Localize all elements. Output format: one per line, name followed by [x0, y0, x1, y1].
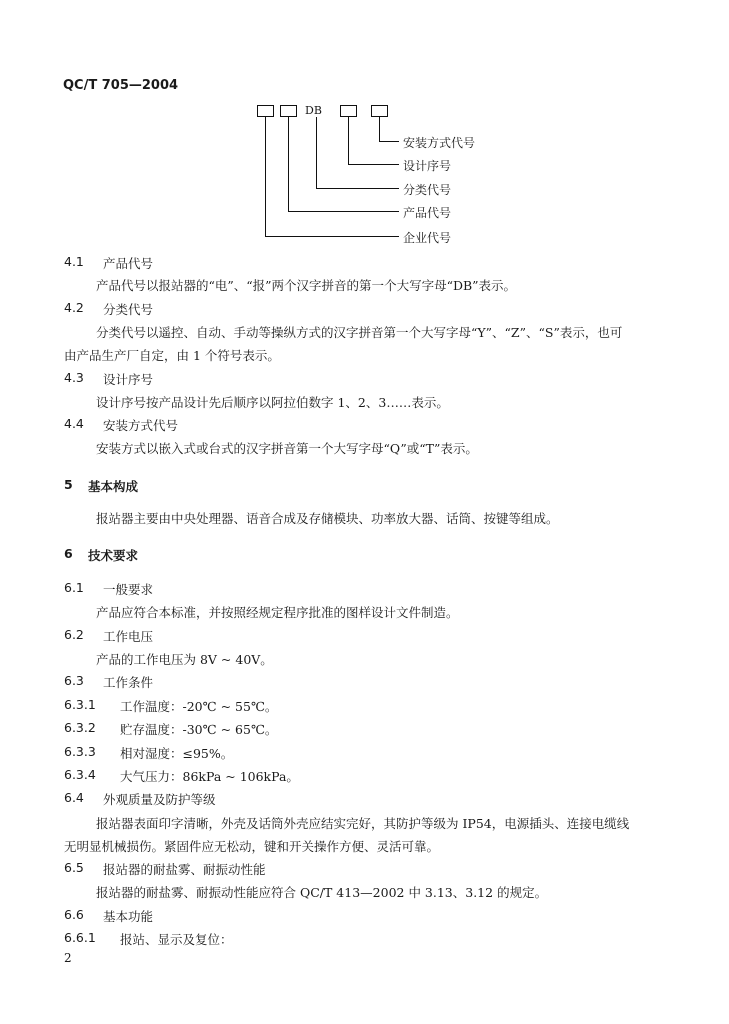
section-title: 大气压力：86kPa ~ 106kPa。: [120, 769, 299, 784]
section-title: 基本功能: [103, 909, 154, 924]
section-number: 6.3.4: [64, 767, 96, 782]
leader-line: [348, 164, 399, 165]
section-number: 6.5: [64, 860, 84, 875]
section-title: 分类代号: [103, 302, 154, 317]
section-number: 6.4: [64, 790, 84, 805]
code-box-install: [371, 105, 388, 117]
section-title: 技术要求: [88, 548, 139, 563]
section-number: 5: [64, 477, 73, 492]
diagram-label-category: 分类代号: [403, 183, 452, 197]
body-paragraph: 无明显机械损伤。紧固件应无松动，键和开关操作方便、灵活可靠。: [64, 839, 440, 854]
body-paragraph: 报站器的耐盐雾、耐振动性能应符合 QC/T 413—2002 中 3.13、3.12 的规定。: [96, 885, 548, 900]
body-paragraph: 产品的工作电压为 8V ~ 40V。: [96, 652, 273, 667]
section-title: 一般要求: [103, 582, 154, 597]
section-number: 6.3.1: [64, 697, 96, 712]
section-title: 工作电压: [103, 629, 154, 644]
section-title: 外观质量及防护等级: [103, 792, 216, 807]
section-number: 6.2: [64, 627, 84, 642]
section-number: 4.1: [64, 254, 84, 269]
section-title: 安装方式代号: [103, 418, 179, 433]
diagram-label-install: 安装方式代号: [403, 136, 476, 150]
diagram-label-design-seq: 设计序号: [403, 159, 452, 173]
section-title: 工作条件: [103, 675, 154, 690]
code-box-enterprise: [257, 105, 274, 117]
diagram-label-enterprise: 企业代号: [403, 231, 452, 245]
section-number: 6.6.1: [64, 930, 96, 945]
section-title: 产品代号: [103, 256, 154, 271]
body-paragraph: 产品代号以报站器的“电”、“报”两个汉字拼音的第一个大写字母“DB”表示。: [96, 278, 517, 293]
body-paragraph: 报站器表面印字清晰，外壳及话筒外壳应结实完好，其防护等级为 IP54，电源插头、连接电缆线: [96, 816, 630, 831]
section-number: 6.6: [64, 907, 84, 922]
section-title: 报站、显示及复位：: [120, 932, 233, 947]
body-paragraph: 安装方式以嵌入式或台式的汉字拼音第一个大写字母“Q”或“T”表示。: [96, 441, 478, 456]
code-box-design-seq: [340, 105, 357, 117]
diagram-label-product: 产品代号: [403, 206, 452, 220]
section-number: 6.3.3: [64, 744, 96, 759]
document-code-header: QC/T 705—2004: [63, 78, 179, 93]
section-number: 4.3: [64, 370, 84, 385]
section-number: 6: [64, 546, 73, 561]
section-number: 6.1: [64, 580, 84, 595]
section-title: 贮存温度：-30℃ ~ 65℃。: [120, 722, 278, 737]
body-paragraph: 分类代号以遥控、自动、手动等操纵方式的汉字拼音第一个大写字母“Y”、“Z”、“S”表示，也可: [96, 325, 623, 340]
body-paragraph: 由产品生产厂自定，由 1 个符号表示。: [64, 348, 280, 363]
leader-line: [379, 141, 399, 142]
section-title: 相对湿度：≤95%。: [120, 746, 234, 761]
leader-line: [348, 117, 349, 165]
section-number: 6.3.2: [64, 720, 96, 735]
leader-line: [288, 211, 399, 212]
section-title: 设计序号: [103, 372, 154, 387]
section-title: 报站器的耐盐雾、耐振动性能: [103, 862, 266, 877]
body-paragraph: 报站器主要由中央处理器、语音合成及存储模块、功率放大器、话筒、按键等组成。: [96, 511, 559, 526]
body-paragraph: 产品应符合本标准，并按照经规定程序批准的图样设计文件制造。: [96, 605, 459, 620]
section-title: 基本构成: [88, 479, 139, 494]
code-db-letters: DB: [305, 104, 322, 117]
leader-line: [316, 188, 399, 189]
section-title: 工作温度：-20℃ ~ 55℃。: [120, 699, 278, 714]
section-number: 4.4: [64, 416, 84, 431]
page-number: 2: [64, 951, 72, 965]
leader-line: [316, 117, 317, 189]
leader-line: [265, 236, 399, 237]
section-number: 4.2: [64, 300, 84, 315]
body-paragraph: 设计序号按产品设计先后顺序以阿拉伯数字 1、2、3……表示。: [96, 395, 449, 410]
leader-line: [288, 117, 289, 212]
leader-line: [265, 117, 266, 237]
leader-line: [379, 117, 380, 142]
section-number: 6.3: [64, 673, 84, 688]
code-box-product: [280, 105, 297, 117]
